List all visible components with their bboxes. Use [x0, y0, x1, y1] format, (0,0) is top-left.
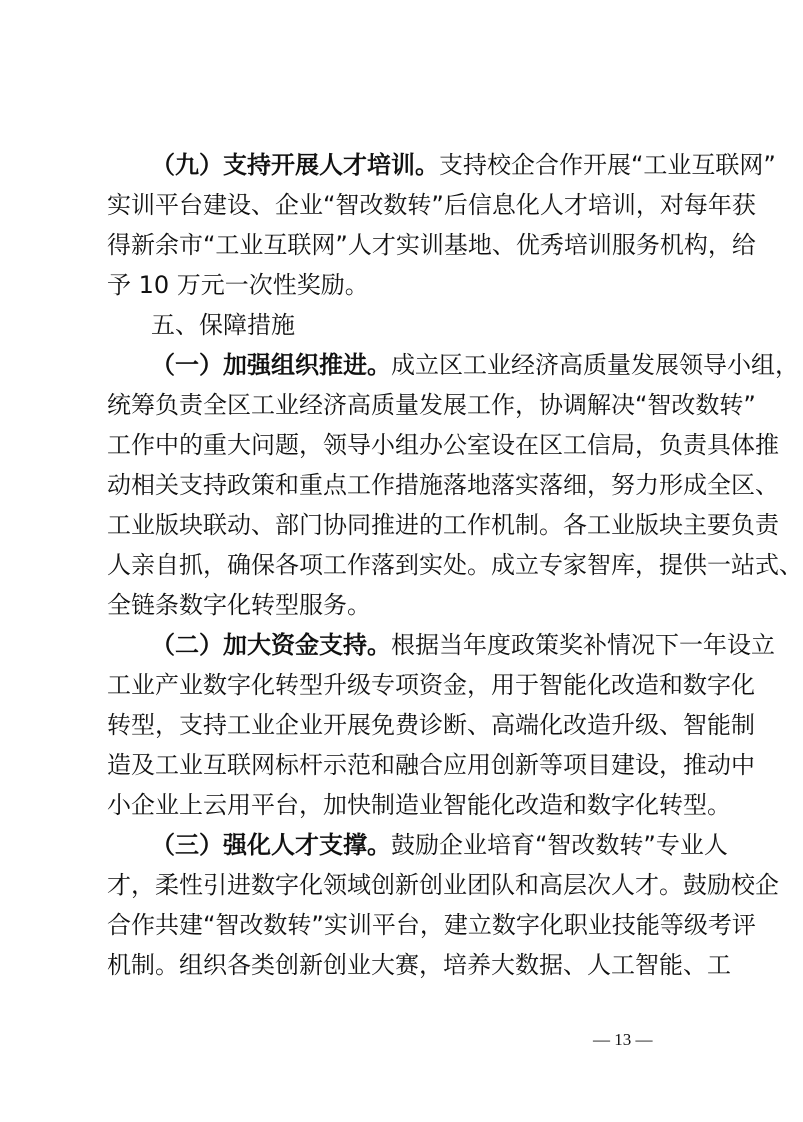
text-line: 工业版块联动、部门协同推进的工作机制。各工业版块主要负责	[107, 511, 779, 539]
text-line: 造及工业互联网标杆示范和融合应用创新等项目建设，推动中	[107, 751, 755, 779]
paragraph-heading: （九）支持开展人才培训。	[151, 151, 439, 179]
text-line: 予 10 万元一次性奖励。	[107, 271, 369, 299]
paragraph-heading: （一）加强组织推进。	[151, 351, 391, 379]
text-line: 工作中的重大问题，领导小组办公室设在区工信局，负责具体推	[107, 431, 779, 459]
text-line	[107, 145, 776, 185]
text-line: 实训平台建设、企业“智改数转”后信息化人才培训，对每年获	[107, 191, 756, 219]
text-line	[107, 825, 728, 865]
line-text: 鼓励企业培育“智改数转”专业人	[391, 831, 728, 859]
text-line: 工业产业数字化转型升级专项资金，用于智能化改造和数字化	[107, 671, 755, 699]
text-line: 得新余市“工业互联网”人才实训基地、优秀培训服务机构，给	[107, 231, 756, 259]
text-line: 人亲自抓，确保各项工作落到实处。成立专家智库，提供一站式、	[107, 551, 803, 579]
text-line: 统筹负责全区工业经济高质量发展工作，协调解决“智改数转”	[107, 391, 756, 419]
document-body	[107, 145, 803, 985]
text-line: 动相关支持政策和重点工作措施落地落实落细，努力形成全区、	[107, 471, 779, 499]
section-heading: 五、保障措施	[151, 311, 295, 339]
line-text: 支持校企合作开展“工业互联网”	[439, 151, 776, 179]
text-line: 才，柔性引进数字化领域创新创业团队和高层次人才。鼓励校企	[107, 871, 779, 899]
text-line	[107, 345, 799, 385]
line-text: 根据当年度政策奖补情况下一年设立	[391, 631, 775, 659]
page-number: — 13 —	[593, 1030, 653, 1049]
text-line: 合作共建“智改数转”实训平台，建立数字化职业技能等级考评	[107, 911, 756, 939]
text-line: 转型，支持工业企业开展免费诊断、高端化改造升级、智能制	[107, 711, 755, 739]
line-text: 成立区工业经济高质量发展领导小组，	[391, 351, 799, 379]
text-line	[107, 625, 775, 665]
paragraph-heading: （三）强化人才支撑。	[151, 831, 391, 859]
text-line: 机制。组织各类创新创业大赛，培养大数据、人工智能、工	[107, 951, 731, 979]
text-line: 全链条数字化转型服务。	[107, 591, 371, 619]
paragraph-heading: （二）加大资金支持。	[151, 631, 391, 659]
text-line: 小企业上云用平台，加快制造业智能化改造和数字化转型。	[107, 791, 731, 819]
